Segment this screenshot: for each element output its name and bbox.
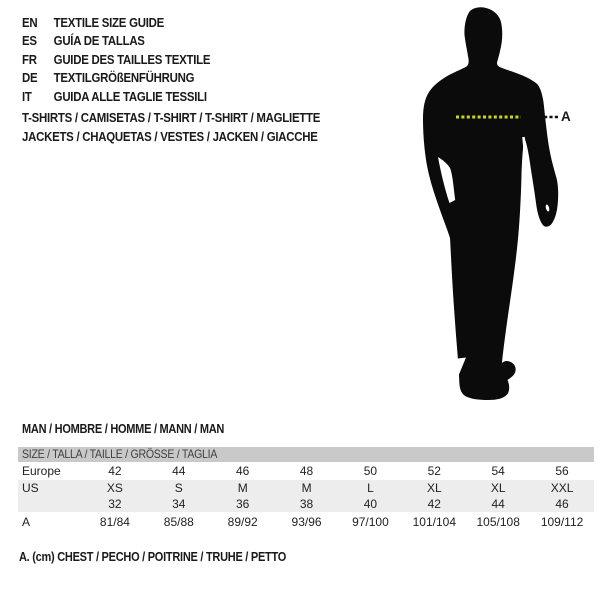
table-cell: 81/84 <box>99 514 130 529</box>
table-cell: 101/104 <box>412 514 456 529</box>
table-row-chest-a <box>18 512 594 531</box>
guide-title: GUÍA DE TALLAS <box>53 33 145 49</box>
table-cell: 48 <box>299 464 314 478</box>
table-cell: 56 <box>555 464 569 478</box>
table-cell: M <box>301 481 312 495</box>
measure-label-a: A <box>561 109 571 124</box>
table-cell: 40 <box>363 497 378 511</box>
man-silhouette <box>423 7 558 400</box>
table-row-europe <box>18 462 594 480</box>
table-cell: 38 <box>299 497 314 511</box>
table-cell: 46 <box>236 464 250 478</box>
guide-title: GUIDA ALLE TAGLIE TESSILI <box>53 88 207 104</box>
guide-title: GUIDE DES TAILLES TEXTILE <box>53 51 211 67</box>
language-code: ES <box>22 33 37 49</box>
table-cell: 46 <box>555 497 569 511</box>
table-cell: 97/100 <box>352 514 389 529</box>
row-label: Europe <box>22 464 61 478</box>
table-cell: 42 <box>427 497 441 511</box>
table-cell: XL <box>426 481 442 495</box>
table-cell: 93/96 <box>291 514 322 529</box>
table-cell: 34 <box>172 497 186 511</box>
table-cell: 50 <box>363 464 378 478</box>
table-cell: 109/112 <box>540 514 584 529</box>
table-cell: XL <box>490 481 506 495</box>
table-cell: 105/108 <box>476 514 520 529</box>
table-row-us <box>18 480 594 496</box>
row-label: US <box>22 481 39 495</box>
language-code: IT <box>22 88 32 104</box>
table-cell: M <box>237 481 248 495</box>
garment-line-tshirts: T-SHIRTS / CAMISETAS / T-SHIRT / T-SHIRT / MAGLIETTE <box>22 110 321 125</box>
language-code: DE <box>22 70 38 86</box>
table-cell: 89/92 <box>227 514 258 529</box>
size-table <box>18 447 594 531</box>
section-title-man: MAN / HOMBRE / HOMME / MANN / MAN <box>22 422 225 436</box>
table-cell: 85/88 <box>163 514 194 529</box>
language-code: FR <box>22 51 37 67</box>
table-cell: 42 <box>108 464 122 478</box>
table-cell: XS <box>106 481 123 495</box>
table-cell: 54 <box>491 464 505 478</box>
footnote-chest: A. (cm) CHEST / PECHO / POITRINE / TRUHE / PETTO <box>19 550 287 564</box>
size-table-header: SIZE / TALLA / TAILLE / GRÖSSE / TAGLIA <box>22 447 218 461</box>
table-cell: L <box>367 481 374 495</box>
table-cell: S <box>174 481 183 495</box>
table-cell: 32 <box>108 497 122 511</box>
table-cell: 52 <box>427 464 441 478</box>
table-cell: 44 <box>491 497 505 511</box>
table-row-numeric <box>18 496 594 512</box>
table-cell: 44 <box>172 464 186 478</box>
row-label: A <box>22 514 31 529</box>
guide-title: TEXTILE SIZE GUIDE <box>53 15 164 30</box>
guide-title: TEXTILGRÖßENFÜHRUNG <box>53 70 195 86</box>
garment-line-jackets: JACKETS / CHAQUETAS / VESTES / JACKEN / GIACCHE <box>22 128 318 144</box>
table-cell: XXL <box>550 481 574 495</box>
table-cell: 36 <box>236 497 250 511</box>
language-code: EN <box>22 15 38 30</box>
